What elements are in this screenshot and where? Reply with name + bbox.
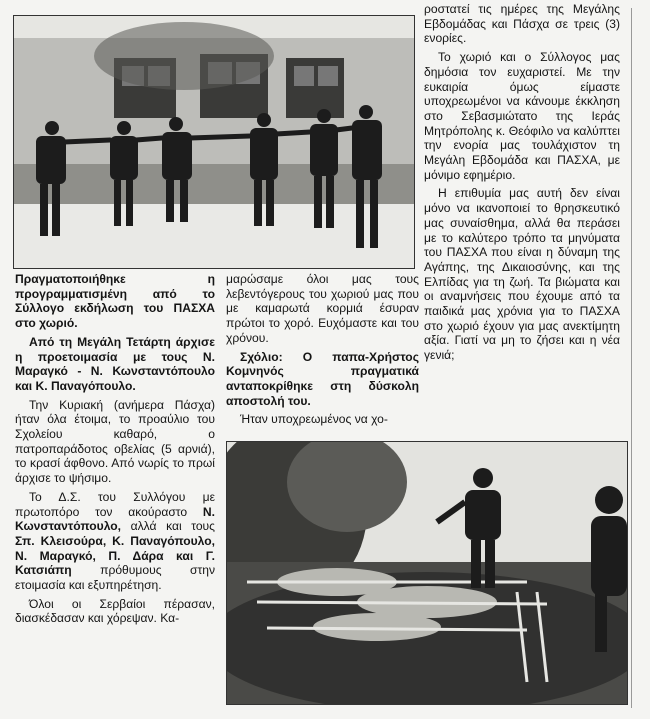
board-text-2: αλλά και τους: [121, 519, 215, 534]
parishes-paragraph: ροστατεί τις ημέρες της Μεγάλης Εβδομάδας και Πάσχα σε τρεις (3) ενορίες.: [424, 2, 620, 46]
photo-roasting: [226, 441, 628, 705]
board-paragraph: [15, 490, 215, 593]
servaioi-paragraph: Όλοι οι Σερβαίοι πέρασαν, διασκέδασαν και χόρεψαν. Κα-: [15, 596, 215, 626]
preparation-paragraph: Από τη Μεγάλη Τετάρτη άρχισε η προετοιμασία με τους Ν. Μαραγκό - Ν. Κωνσταντόπουλο και Κ. Παναγόπουλο.: [15, 334, 215, 393]
sunday-paragraph: Την Κυριακή (ανήμερα Πάσχα) ήταν όλα έτοιμα, το προαύλιο του Σχολείου καθαρό, ο πατροπαράδοτος οβελίας (5 αρνιά), το κρασί άφθονο. Από νωρίς το πρωί άρχισε το ψήσιμο.: [15, 397, 215, 486]
photo-dance-illustration: [14, 16, 414, 268]
obliged-paragraph: Ήταν υποχρεωμένος να χο-: [240, 412, 388, 427]
column-3: [424, 2, 620, 363]
column-2: [226, 272, 419, 427]
photo-roasting-illustration: [227, 442, 627, 704]
board-helpers: Σπ. Κλεισούρα, Κ. Παναγόπουλο, Ν. Μαραγκό, Π. Δάρα και Γ. Κατσιάπη: [15, 533, 215, 578]
elders-paragraph: μαρώσαμε όλοι μας τους λεβεντόγερους του χωριού μας που με καμαρωτά κορμιά έσυραν πρώτοι το χορό. Ευχόμαστε και του χρόνου.: [226, 272, 419, 345]
column-rule: [631, 8, 632, 708]
thanks-paragraph: Το χωριό και ο Σύλλογος μας δημόσια τον ευχαριστεί. Με την ευκαιρία όμως είμαστε υποχρεωμένοι να κάνουμε έκκληση στο Σεβασμιώτατο της Ιεράς Μητρόπολης κ. Θεόφιλο να καλύπτει την ενορία μας τουλάχιστον τη Μεγάλη Εβδομάδα και ΠΑΣΧΑ, με μόνιμο εφημέριο.: [424, 50, 620, 182]
intro-paragraph: Πραγματοποιήθηκε η προγραμματισμένη από το Σύλλογο εκδήλωση του ΠΑΣΧΑ στο χωριό.: [15, 272, 215, 331]
column-1: [15, 272, 215, 626]
board-text-1: Το Δ.Σ. του Συλλόγου με πρωτοπόρο τον ακούραστο: [15, 489, 215, 519]
board-name-konstantopoulos: Ν. Κωνσταντόπουλο,: [15, 504, 215, 534]
board-text-3: πρόθυμους στην ετοιμασία και εξυπηρέτηση.: [15, 563, 215, 593]
wish-paragraph: Η επιθυμία μας αυτή δεν είναι μόνο να ικανοποιεί το θρησκευτικό μας συναίσθημα, αλλά θα περάσει με το καλύτερο τρόπο τα μηνύματα του ΠΑΣΧΑ που είναι η δύναμη της Αγάπης, της Δικαιοσύνης, και της Ελπίδας για τη ζωή. Τα βιώματα και οι αναμνήσεις που έχουμε από τα παιδικά μας χρόνια για το ΠΑΣΧΑ στο χωριό έχουν για μας ανεκτίμητη αξία. Γιατί να μη το ζήσει και η νέα γενιά;: [424, 186, 620, 363]
photo-dance: [13, 15, 415, 269]
comment-paragraph: Σχόλιο: Ο παπα-Χρήστος Κομνηνός πραγματικά ανταποκρίθηκε στη δύσκολη αποστολή του.: [226, 349, 419, 408]
